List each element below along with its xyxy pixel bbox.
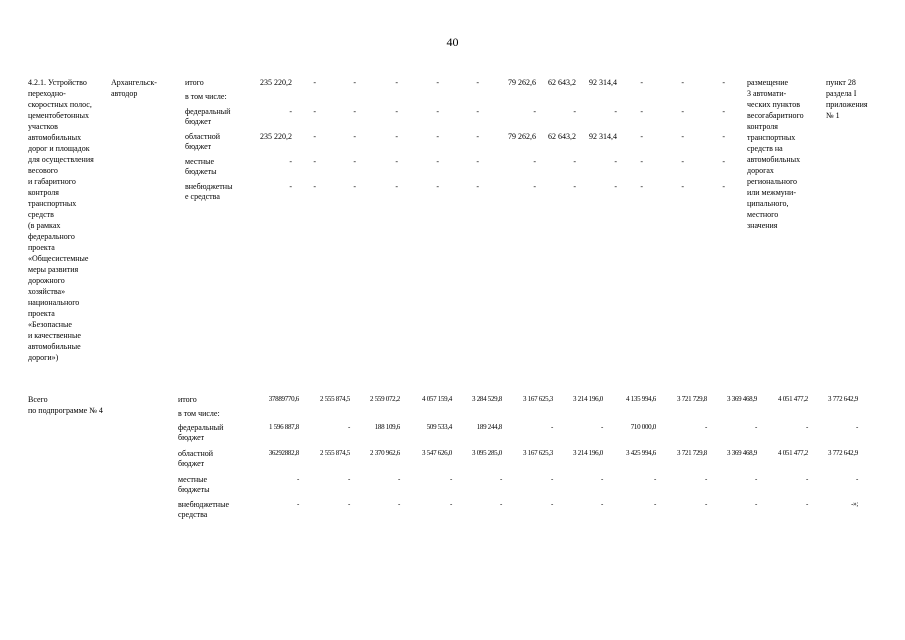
table-cell: - — [640, 132, 643, 141]
table-cell: - — [436, 182, 439, 191]
table-cell: - — [805, 475, 808, 483]
measure-title-line: (в рамках — [28, 221, 61, 230]
table-cell: 2 559 072,2 — [370, 395, 400, 403]
reference-line: раздела I — [826, 89, 857, 98]
measure-title — [28, 77, 94, 363]
table-cell: - — [722, 107, 725, 116]
table-cell: 2 370 962,6 — [370, 449, 400, 457]
table-cell: - — [395, 157, 398, 166]
row-label: федеральный — [185, 107, 231, 116]
measure-title-line: автомобильных — [28, 133, 82, 142]
table-cell: - — [499, 500, 502, 508]
result-line: транспортных — [747, 133, 796, 142]
table-cell: 3 095 285,0 — [472, 449, 502, 457]
row-label: областной — [178, 449, 214, 458]
measure-title-line: дороги») — [28, 353, 59, 362]
table-cell: 2 555 874,5 — [320, 395, 350, 403]
measure-title-line: весового — [28, 166, 58, 175]
table-cell: - — [296, 475, 299, 483]
result-line: регионального — [747, 177, 798, 186]
table-cell: - — [449, 500, 452, 508]
reference-line: № 1 — [826, 111, 840, 120]
measure-title-line: и качественные — [28, 331, 81, 340]
table-cell: - — [805, 423, 808, 431]
table-cell: 188 109,6 — [374, 423, 400, 431]
table-cell: 3 284 529,8 — [472, 395, 502, 403]
result-line: ческих пунктов — [747, 100, 801, 109]
table-cell: - — [313, 182, 316, 191]
reference-line: пункт 28 — [826, 78, 856, 87]
table-cell: 3 772 642,9 — [828, 449, 858, 457]
table-cell: - — [754, 500, 757, 508]
table-cell: 92 314,4 — [589, 132, 617, 141]
table-cell: - — [436, 107, 439, 116]
row-label: бюджет — [185, 117, 212, 126]
table-cell: - — [436, 157, 439, 166]
measure-title-line: федерального — [28, 232, 75, 241]
subprogram-title-line: по подпрограмме № 4 — [28, 406, 103, 415]
table-cell: - — [533, 182, 536, 191]
row-label: итого — [178, 395, 197, 404]
row-label: бюджеты — [178, 485, 210, 494]
table-cell: - — [347, 423, 350, 431]
table-cell: 3 369 468,9 — [727, 449, 757, 457]
table-cell: - — [436, 78, 439, 87]
table-cell: 37889770,6 — [268, 395, 299, 403]
result-line: или межмуни- — [747, 188, 796, 197]
row-label: е средства — [185, 192, 220, 201]
measure-title-line: скоростных полос, — [28, 100, 92, 109]
row-label: областной — [185, 132, 221, 141]
measure-title-line: и габаритного — [28, 177, 76, 186]
table-cell: - — [289, 182, 292, 191]
table-cell: 79 262,6 — [508, 132, 536, 141]
table-cell: - — [347, 475, 350, 483]
measure-title-line: средств — [28, 210, 54, 219]
table-cell: - — [313, 107, 316, 116]
row-label: бюджет — [178, 433, 205, 442]
table-cell: - — [681, 78, 684, 87]
table-cell: - — [653, 500, 656, 508]
table-cell: 3 425 994,6 — [626, 449, 656, 457]
table-cell: - — [855, 475, 858, 483]
table-cell: - — [550, 475, 553, 483]
row-label: в том числе: — [178, 409, 220, 418]
measure-title-line: национального — [28, 298, 80, 307]
table-cell: 4 135 994,6 — [626, 395, 656, 403]
table-cell: - — [436, 132, 439, 141]
table-cell: - — [476, 107, 479, 116]
table-cell: 4 057 159,4 — [422, 395, 452, 403]
measure-title-line: цементобетонных — [28, 111, 89, 120]
table-cell: 3 547 626,0 — [422, 449, 452, 457]
table-cell: 3 721 729,8 — [677, 395, 707, 403]
table-cell: - — [640, 78, 643, 87]
table-cell: - — [805, 500, 808, 508]
measure-title-line: меры развития — [28, 265, 79, 274]
table-cell: - — [353, 107, 356, 116]
result-line: размещение — [747, 78, 789, 87]
row-label: итого — [185, 78, 204, 87]
measure-title-line: «Общесистемные — [28, 254, 89, 263]
table-cell: 62 643,2 — [548, 78, 576, 87]
table-cell: - — [353, 157, 356, 166]
table-cell: - — [289, 107, 292, 116]
table-cell: 3 214 196,0 — [573, 395, 603, 403]
row-label: бюджет — [185, 142, 212, 151]
table-cell: - — [653, 475, 656, 483]
measure-title-line: для осуществления — [28, 155, 94, 164]
table-cell: - — [600, 475, 603, 483]
table-cell: 79 262,6 — [508, 78, 536, 87]
table-cell: - — [681, 107, 684, 116]
table-cell: - — [600, 423, 603, 431]
row-label: бюджет — [178, 459, 205, 468]
table-cell: 235 220,2 — [260, 132, 292, 141]
measure-title-line: участков — [28, 122, 58, 131]
measure-title-line: переходно- — [28, 89, 66, 98]
table-cell: 3 772 642,9 — [828, 395, 858, 403]
table-cell: - — [704, 500, 707, 508]
table-cell: - — [476, 78, 479, 87]
table-cell: - — [353, 132, 356, 141]
table-cell: - — [722, 132, 725, 141]
result-line: дорогах — [747, 166, 774, 175]
measure-title-line: 4.2.1. Устройство — [28, 78, 87, 87]
table-cell: 189 244,8 — [476, 423, 502, 431]
table-cell: - — [397, 500, 400, 508]
table-cell: - — [573, 157, 576, 166]
result-line: значения — [747, 221, 778, 230]
table-cell: - — [640, 157, 643, 166]
executor-line: Архангельск- — [111, 78, 157, 87]
table-cell: - — [533, 107, 536, 116]
measure-title-line: «Безопасные — [28, 320, 72, 329]
reference — [826, 77, 868, 121]
table-cell: 36292882,8 — [268, 449, 299, 457]
table-cell: - — [296, 500, 299, 508]
table-cell: - — [395, 78, 398, 87]
table-cell: - — [681, 157, 684, 166]
subprogram-total-title — [28, 394, 103, 416]
table-cell: - — [614, 182, 617, 191]
table-cell: - — [855, 423, 858, 431]
result-line: местного — [747, 210, 779, 219]
table-cell: 235 220,2 — [260, 78, 292, 87]
measure-title-line: транспортных — [28, 199, 77, 208]
table-cell: 3 214 196,0 — [573, 449, 603, 457]
table-cell: - — [533, 157, 536, 166]
table-cell: - — [550, 423, 553, 431]
table-cell: - — [449, 475, 452, 483]
measure-title-line: проекта — [28, 243, 55, 252]
result-line: 3 автомати- — [747, 89, 787, 98]
table-cell: - — [395, 182, 398, 191]
table-cell: - — [289, 157, 292, 166]
result-line: весогабаритного — [747, 111, 804, 120]
table-cell: - — [476, 157, 479, 166]
table-cell: - — [754, 475, 757, 483]
table-cell: - — [573, 107, 576, 116]
table-cell: - — [722, 182, 725, 191]
row-label: средства — [178, 510, 208, 519]
table-cell: - — [353, 182, 356, 191]
table-cell: 2 555 874,5 — [320, 449, 350, 457]
table-cell: - — [722, 78, 725, 87]
table-cell: - — [681, 182, 684, 191]
row-label: местные — [178, 475, 208, 484]
table-cell: - — [313, 132, 316, 141]
table-cell: - — [722, 157, 725, 166]
table-cell: 4 051 477,2 — [778, 395, 808, 403]
executor — [111, 77, 157, 99]
row-label: внебюджетны — [185, 182, 233, 191]
table-cell: - — [573, 182, 576, 191]
table-cell: - — [614, 157, 617, 166]
table-cell: 1 596 887,8 — [269, 423, 299, 431]
table-cell: 3 721 729,8 — [677, 449, 707, 457]
table-cell: - — [640, 107, 643, 116]
table-cell: - — [640, 182, 643, 191]
result-line: контроля — [747, 122, 778, 131]
measure-title-line: дорог и площадок — [28, 144, 90, 153]
table-cell: - — [313, 157, 316, 166]
table-cell: - — [614, 107, 617, 116]
table-cell: 4 051 477,2 — [778, 449, 808, 457]
table-cell: - — [704, 423, 707, 431]
table-cell: 710 000,0 — [630, 423, 656, 431]
table-cell: 92 314,4 — [589, 78, 617, 87]
table-cell: - — [499, 475, 502, 483]
table-cell: -»; — [851, 500, 858, 508]
table-cell: - — [313, 78, 316, 87]
table-cell: 62 643,2 — [548, 132, 576, 141]
table-cell: 3 167 625,3 — [523, 449, 553, 457]
subprogram-title-line: Всего — [28, 395, 48, 404]
table-cell: 3 167 625,3 — [523, 395, 553, 403]
result-line: средств на — [747, 144, 783, 153]
row-label: в том числе: — [185, 92, 227, 101]
table-cell: - — [704, 475, 707, 483]
reference-line: приложения — [826, 100, 868, 109]
table-cell: - — [353, 78, 356, 87]
table-cell: - — [476, 132, 479, 141]
row-label: местные — [185, 157, 215, 166]
table-cell: - — [600, 500, 603, 508]
table-cell: - — [476, 182, 479, 191]
executor-line: автодор — [111, 89, 138, 98]
table-cell: 509 533,4 — [426, 423, 452, 431]
table-cell: - — [397, 475, 400, 483]
table-cell: - — [754, 423, 757, 431]
row-label: внебюджетные — [178, 500, 229, 509]
table-cell: - — [347, 500, 350, 508]
measure-title-line: автомобильные — [28, 342, 81, 351]
measure-title-line: хозяйства» — [28, 287, 66, 296]
row-label: бюджеты — [185, 167, 217, 176]
table-cell: - — [395, 132, 398, 141]
row-label: федеральный — [178, 423, 224, 432]
measure-title-line: проекта — [28, 309, 55, 318]
page-number: 40 — [446, 35, 459, 49]
measure-title-line: дорожного — [28, 276, 65, 285]
measure-title-line: контроля — [28, 188, 59, 197]
result-line: автомобильных — [747, 155, 801, 164]
table-cell: - — [550, 500, 553, 508]
table-cell: - — [395, 107, 398, 116]
table-cell: - — [681, 132, 684, 141]
table-cell: 3 369 468,9 — [727, 395, 757, 403]
expected-result — [747, 77, 804, 231]
result-line: ципального, — [747, 199, 789, 208]
